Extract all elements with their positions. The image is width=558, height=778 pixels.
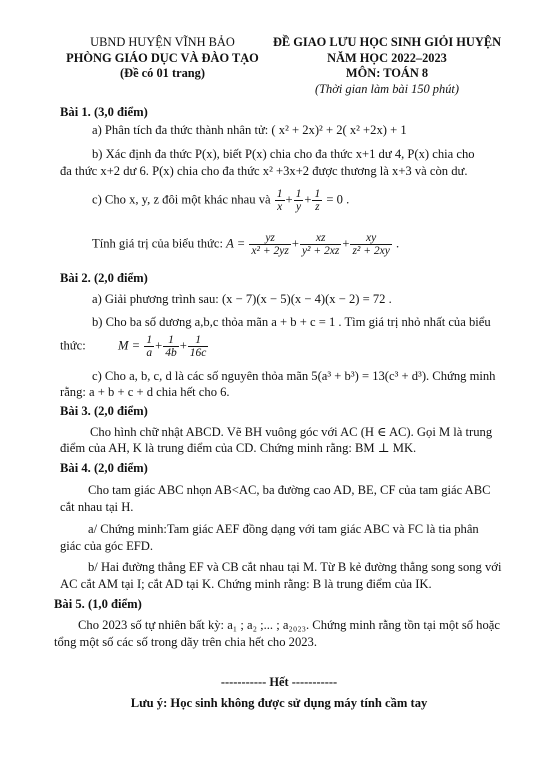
expr-A-label: A = [226,236,246,251]
bai3-line1: Cho hình chữ nhật ABCD. Vẽ BH vuông góc với AC (H ∈ AC). Gọi M là trung [90,425,493,439]
fraction-1-over-a: $\frac{1}{a}$ [146,334,153,359]
header-left [50,35,275,82]
expr-M-label: M = [118,338,141,353]
district-name: UBND HUYỆN VĨNH BẢO [90,35,235,49]
bai5-line2: tổng một số các số trong dãy trên chia hết cho 2023. [54,635,318,649]
time-limit: (Thời gian làm bài 150 phút) [315,81,459,96]
bai1-c-prefix: c) Cho x, y, z đôi một khác nhau và [92,192,271,207]
bai2-b-prefix: thức: [60,338,86,353]
fraction-1-over-x: $\frac{1}{x}$ [276,188,283,213]
bai3-title: Bài 3. (2,0 điểm) [60,404,148,418]
fraction-1-over-16c: $\frac{1}{16c}$ [189,334,207,359]
exam-title: ĐỀ GIAO LƯU HỌC SINH GIỎI HUYỆN [272,35,502,49]
bai1-b-line1: b) Xác định đa thức P(x), biết P(x) chia cho đa thức x+1 dư 4, P(x) chia cho [92,147,475,161]
bai4-line1: Cho tam giác ABC nhọn AB<AC, ba đường cao AD, BE, CF của tam giác ABC [88,483,491,497]
end-marker: ----------- Hết ----------- [220,675,338,689]
subject: MÔN: TOÁN 8 [345,66,429,80]
department-name: PHÒNG GIÁO DỤC VÀ ĐÀO TẠO [66,50,259,65]
bai1-c: c) Cho x, y, z đôi một khác nhau và $\frac{1}{x}$ + $\frac{1}{y}$ + $\frac{1}{z}$ = 0 . [92,188,350,213]
bai1-tinh: Tính giá trị của biểu thức: A = $\frac{yz}{\text{x² + 2yz}}$ + $\frac{xz}{\text{y² + 2xz}}$ + $\frac{xy}{\text{z² + 2xy}}$ . [92,232,400,257]
bai5-title: Bài 5. (1,0 điểm) [54,597,142,611]
school-year: NĂM HỌC 2022–2023 [327,50,447,65]
page-count-note: (Đề có 01 trang) [120,66,205,80]
bai3-line2: điểm của AH, K là trung điểm của CD. Chứng minh rằng: BM ⊥ MK. [60,441,417,455]
bai2-c-line1: c) Cho a, b, c, d là các số nguyên thỏa mãn 5(a³ + b³) = 13(c³ + d³). Chứng minh [92,369,496,383]
bai4-a-line1: a/ Chứng minh:Tam giác AEF đồng dạng với tam giác ABC và FC là tia phân [88,522,479,536]
bai4-line2: cắt nhau tại H. [60,500,134,514]
fraction-xy: $\frac{xy}{\text{z² + 2xy}}$ [352,232,390,257]
bai2-b-line1: b) Cho ba số dương a,b,c thỏa mãn a + b + c = 1 . Tìm giá trị nhỏ nhất của biểu [92,315,491,329]
bai1-tinh-prefix: Tính giá trị của biểu thức: [92,236,223,251]
bai4-a-line2: giác của góc EFD. [60,539,154,553]
bai4-b-line1: b/ Hai đường thẳng EF và CB cắt nhau tại M. Từ B kẻ đường thẳng song song với [88,560,502,574]
calculator-note: Lưu ý: Học sinh không được sử dụng máy tính cầm tay [130,696,428,710]
bai1-a: a) Phân tích đa thức thành nhân tử: ( x² + 2x)² + 2( x² +2x) + 1 [92,123,407,137]
bai4-title: Bài 4. (2,0 điểm) [60,461,148,475]
fraction-1-over-y: $\frac{1}{y}$ [295,188,302,213]
header-right [262,35,512,97]
bai2-c-line2: rằng: a + b + c + d chia hết cho 6. [60,385,230,399]
bai1-c-suffix: = 0 . [326,192,350,207]
fraction-yz: $\frac{yz}{\text{x² + 2yz}}$ [251,232,289,257]
bai1-tinh-suffix: . [396,236,400,251]
bai2-b-line2: thức: M = $\frac{1}{a}$ + $\frac{1}{4b}$ + $\frac{1}{16c}$ [60,334,207,359]
fraction-1-over-z: $\frac{1}{z}$ [314,188,321,213]
bai4-b-line2: AC cắt AM tại I; cắt AD tại K. Chứng minh rằng: B là trung điểm của IK. [60,577,432,591]
fraction-1-over-4b: $\frac{1}{4b}$ [165,334,177,359]
bai5-line1: Cho 2023 số tự nhiên bất kỳ: a₁ ; a₂ ;... ; a₂₀₂₃. Chứng minh rằng tồn tại một số hoặc [78,618,500,632]
bai2-a: a) Giải phương trình sau: (x − 7)(x − 5)(x − 4)(x − 2) = 72 . [92,292,392,306]
fraction-xz: $\frac{xz}{\text{y² + 2xz}}$ [301,232,340,257]
bai1-b-line2: đa thức x+2 dư 6. P(x) chia cho đa thức x² +3x+2 được thương là x+3 và còn dư. [60,164,468,178]
bai2-title: Bài 2. (2,0 điểm) [60,271,148,285]
bai1-title: Bài 1. (3,0 điểm) [60,105,148,119]
